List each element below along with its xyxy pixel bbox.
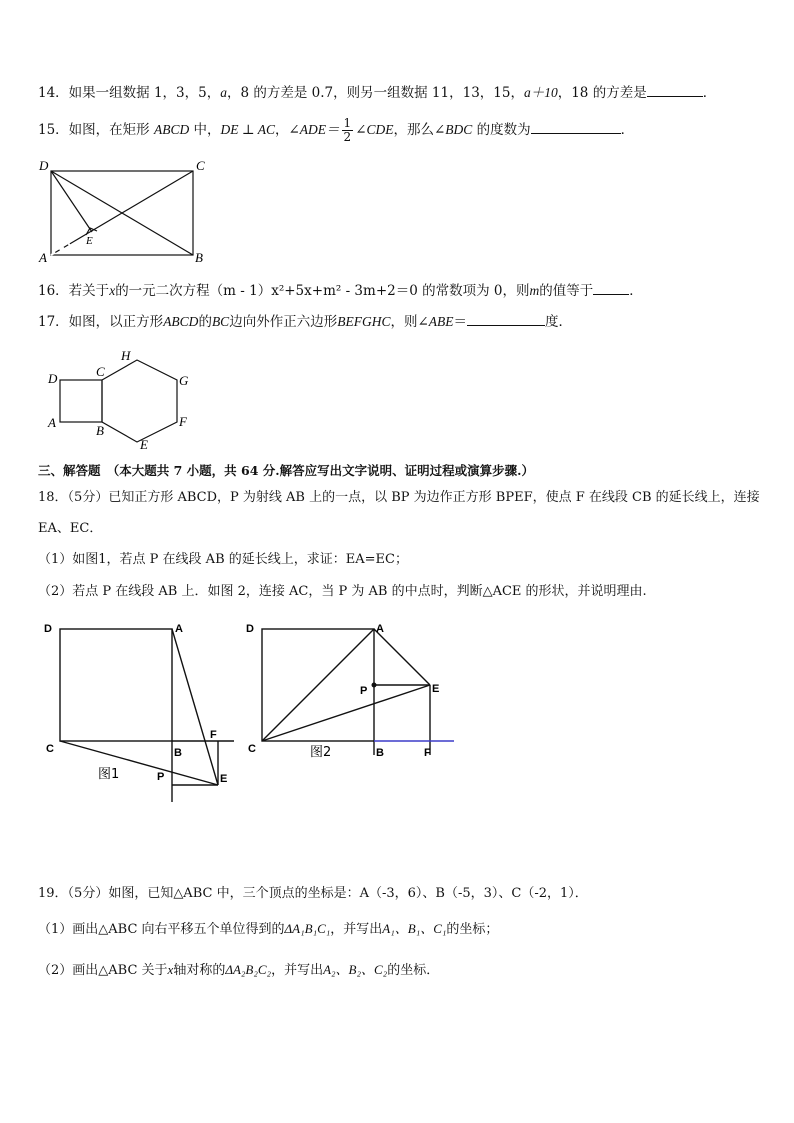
q14-prefix: 14．如果一组数据 1，3，5， [38, 85, 221, 101]
answer-blank-16[interactable] [593, 280, 629, 295]
q17-prefix: 17．如图，以正方形 [38, 314, 164, 330]
label-b: B [96, 423, 104, 438]
label-e: E [86, 235, 93, 247]
label-e: E [432, 683, 440, 695]
section-3-heading: 三、解答题 （本大题共 7 小题，共 64 分.解答应写出文字说明、证明过程或演算步骤.） [38, 463, 534, 478]
q17-mid1: 的 [198, 314, 212, 330]
label-d: D [48, 371, 58, 386]
q15-in: 中， [193, 122, 221, 138]
question-19-part2 [38, 960, 439, 981]
question-19-line1: 19．（5分）如图，已知△ABC 中，三个顶点的坐标是：A（-3，6）、B（-5，3）、C（-2，1）． [38, 886, 588, 901]
label-f: F [179, 414, 187, 429]
label-c: C [248, 743, 256, 755]
square-abcd [60, 629, 172, 741]
q19-p2-b: 轴对称的 [173, 963, 226, 978]
q17-angle: ABE [428, 314, 454, 329]
q14-var-a: a [220, 85, 227, 100]
q14-expr: a＋10 [523, 85, 558, 100]
label-d: D [246, 623, 254, 635]
q19-p1-c: 的坐标； [446, 922, 499, 937]
caption-fig2: 图2 [310, 745, 332, 760]
point-p [372, 683, 377, 688]
q19-p2-triangle: ΔA₂B₂C₂ [225, 962, 272, 977]
q19-p1-b: ，并写出 [330, 922, 383, 937]
label-e: E [140, 437, 148, 452]
q15-then: ，那么 [393, 122, 434, 138]
label-c: C [46, 743, 54, 755]
q19-p1-triangle: ΔA₁B₁C₁ [284, 921, 331, 936]
square-abcd [60, 380, 102, 422]
label-e: E [220, 773, 228, 785]
q15-ang2: ∠CDE [355, 122, 394, 137]
segment-ae [172, 629, 218, 785]
label-a: A [376, 623, 384, 635]
q17-hexagon: BEFGHC [337, 314, 391, 329]
label-a: A [48, 415, 56, 430]
label-a: A [175, 623, 183, 635]
q19-p1-a: （1）画出△ABC 向右平移五个单位得到的 [38, 922, 285, 937]
figure-17-square-hexagon [40, 345, 210, 455]
q14-suffix: ，18 的方差是 [557, 85, 647, 101]
label-p: P [157, 771, 165, 783]
q17-square: ABCD [163, 314, 199, 329]
q15-ang1: ∠ADE＝ [288, 122, 340, 137]
label-b: B [376, 747, 384, 759]
caption-fig1: 图1 [98, 767, 120, 782]
q15-ang3: ∠BDC [434, 122, 473, 137]
label-a: A [39, 250, 47, 265]
question-18-line2: EA、EC． [38, 521, 103, 536]
q19-p1-points: A₁、B₁、C₁ [382, 921, 447, 936]
answer-blank-17[interactable] [467, 311, 545, 326]
q15-rect: ABCD [153, 122, 190, 137]
label-d: D [39, 158, 49, 173]
answer-blank-14[interactable] [647, 82, 703, 97]
label-h: H [121, 348, 131, 363]
label-b: B [174, 747, 182, 759]
label-c: C [196, 158, 205, 173]
q15-comma: ， [274, 122, 289, 138]
segment-ce [60, 741, 218, 785]
question-16 [38, 280, 643, 301]
label-f: F [210, 729, 217, 741]
q15-perp: DE ⊥ AC [220, 122, 275, 137]
question-15 [38, 117, 634, 144]
label-c: C [96, 364, 105, 379]
q16-mid: 的一元二次方程（m - 1）x²+5x+m² - 3m+2＝0 的常数项为 0，则 [115, 283, 530, 299]
q17-bc: BC [211, 314, 230, 329]
question-19-part1 [38, 919, 498, 940]
q19-p2-x: x [167, 962, 174, 977]
q15-end: ． [620, 122, 635, 138]
segment-ca [262, 629, 374, 741]
q19-p2-points: A₂、B₂、C₂ [323, 962, 388, 977]
q17-eq: ＝ [453, 314, 468, 330]
question-17 [38, 311, 572, 332]
figure-18-2 [240, 620, 460, 770]
frac-den: 2 [343, 130, 352, 144]
answer-blank-15[interactable] [531, 119, 621, 134]
q16-end: ． [629, 283, 643, 299]
q15-prefix: 15．如图，在矩形 [38, 122, 150, 138]
question-18-line1: 18．（5分）已知正方形 ABCD，P 为射线 AB 上的一点，以 BP 为边作正方形 BPEF，使点 F 在线段 CB 的延长线上，连接 [38, 490, 760, 505]
figure-18-1 [38, 620, 243, 810]
label-p: P [360, 685, 368, 697]
q14-end: ． [702, 85, 717, 101]
q16-prefix: 16．若关于 [38, 283, 110, 299]
label-f: F [424, 747, 431, 759]
label-b: B [195, 250, 203, 265]
question-14 [38, 82, 716, 103]
q16-suffix: 的值等于 [539, 283, 594, 299]
figure-15-rectangle [30, 152, 220, 267]
segment-de [51, 171, 92, 232]
q17-mid3: ，则∠ [390, 314, 429, 330]
q17-end: 度． [545, 314, 573, 330]
segment-ce [262, 685, 430, 741]
label-d: D [44, 623, 52, 635]
q19-p2-d: 的坐标． [387, 963, 440, 978]
q17-mid2: 边向外作正六边形 [229, 314, 338, 330]
q16-var-m: m [529, 283, 540, 298]
q19-p2-a: （2）画出△ABC 关于 [38, 963, 168, 978]
label-g: G [179, 373, 189, 388]
q16-var-x: x [109, 283, 116, 298]
q14-mid: ，8 的方差是 0.7，则另一组数据 11，13，15， [227, 85, 524, 101]
question-18-part1: （1）如图1，若点 P 在线段 AB 的延长线上，求证：EA=EC； [38, 552, 408, 567]
frac-num: 1 [343, 116, 352, 130]
hexagon-befghc [102, 360, 177, 442]
q15-ask: 的度数为 [476, 122, 531, 138]
question-18-part2: （2）若点 P 在线段 AB 上．如图 2，连接 AC，当 P 为 AB 的中点时，判断△ACE 的形状，并说明理由. [38, 584, 647, 599]
q15-fraction [342, 117, 354, 144]
segment-ae [374, 629, 430, 685]
q19-p2-c: ，并写出 [271, 963, 324, 978]
